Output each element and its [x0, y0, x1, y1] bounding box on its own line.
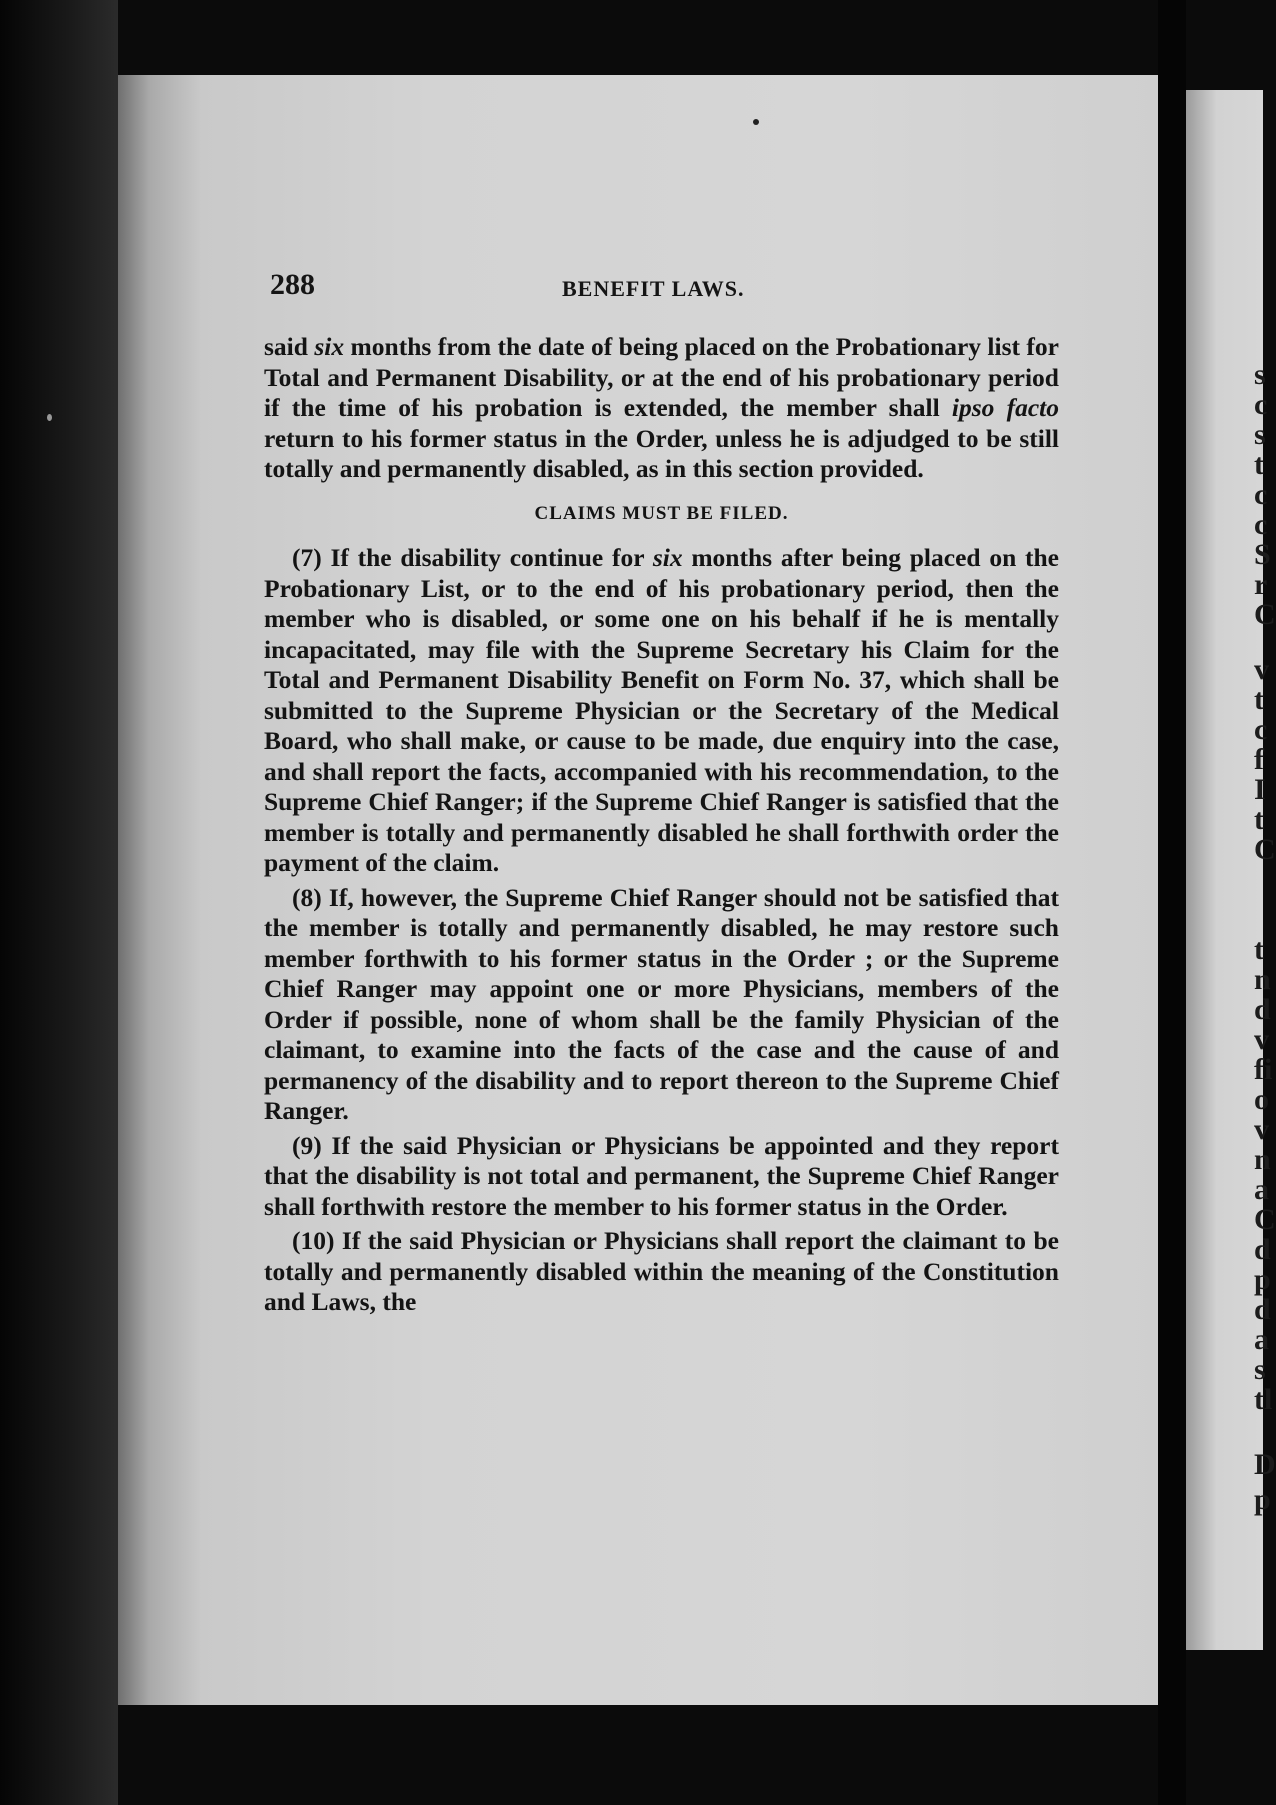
page-gutter [1158, 0, 1186, 1805]
paragraph-8: (8) If, however, the Supreme Chief Ranger should not be satisfied that the member is totally and permanently disabled, he may restore such member forthwith to his former status in the Order ; or the Supreme Chief Ranger may appoint one or more Physicians, members of the Order if possible, none of whom shall be the family Physician of the claimant, to examine into the facts of the case and the cause of and permanency of the disability and to report thereon to the Supreme Chief Ranger. [264, 882, 1059, 1125]
adjacent-page-fragment: t [1254, 683, 1264, 716]
dust-speck [47, 414, 52, 421]
adjacent-page-fragment: c [1254, 713, 1268, 746]
adjacent-page-fragment: d [1254, 1293, 1271, 1326]
adjacent-page-fragment: r [1254, 568, 1268, 601]
adjacent-page-fragment: d [1254, 993, 1271, 1026]
adjacent-page-fragment: C [1254, 1203, 1276, 1236]
adjacent-page-fragment: t [1254, 933, 1264, 966]
adjacent-page-fragment: c [1254, 388, 1268, 421]
adjacent-page-fragment: C [1254, 598, 1276, 631]
page-header [270, 268, 1060, 308]
adjacent-page-fragment: d [1254, 1233, 1271, 1266]
adjacent-page-fragment: n [1254, 1143, 1271, 1176]
adjacent-page-fragment: t [1254, 803, 1264, 836]
adjacent-page-fragment: p [1254, 1483, 1271, 1516]
paragraph-10: (10) If the said Physician or Physicians shall report the claimant to be totally and permanently disabled within the meaning of the Constitution and Laws, the [264, 1226, 1059, 1316]
adjacent-page-fragment: s [1254, 418, 1266, 451]
paragraph-7 [264, 543, 1059, 879]
adjacent-page-fragment: f [1254, 743, 1264, 776]
adjacent-page-fragment: v [1254, 1113, 1269, 1146]
continued-paragraph [264, 332, 1059, 485]
adjacent-page-fragment: c [1254, 478, 1268, 511]
paragraph-9: (9) If the said Physician or Physicians be appointed and they report that the disability is not total and permanent, the Supreme Chief Ranger shall forthwith restore the member to his former status in the Order. [264, 1130, 1059, 1221]
dust-speck [753, 119, 759, 125]
adjacent-page-fragment: I [1254, 773, 1266, 806]
adjacent-page-fragment: fi [1254, 1053, 1273, 1086]
adjacent-page-fragment: v [1254, 653, 1269, 686]
adjacent-page-edge [1186, 90, 1276, 1650]
book-binding-shadow [0, 0, 118, 1805]
adjacent-page-fragment: o [1254, 1083, 1269, 1116]
text-run: return to his former status in the Order, unless he is adjudged to be still totally and permanently disabled, as in this section provided. [264, 423, 1059, 483]
italic-run: six [652, 543, 683, 572]
adjacent-page-fragment: C [1254, 833, 1276, 866]
text-run: said [264, 332, 315, 361]
section-subheading: CLAIMS MUST BE FILED. [534, 502, 789, 524]
adjacent-page-fragment: n [1254, 963, 1271, 996]
adjacent-page-fragment: a [1254, 1323, 1269, 1356]
adjacent-page-fragment: a [1254, 1173, 1269, 1206]
adjacent-page-fragment: D [1254, 1448, 1276, 1481]
page-number: 288 [270, 268, 315, 301]
text-run: (7) If the disability continue for [292, 543, 653, 572]
text-run: months from the date of being placed on the Probationary list for Total and Permanent Disability, or at the end of his probationary period if the time of his probation is extended, the member shall [264, 332, 1059, 422]
adjacent-page-fragment: t [1254, 448, 1264, 481]
adjacent-page-fragment: S [1254, 538, 1271, 571]
adjacent-page-fragment: c [1254, 508, 1268, 541]
adjacent-page-fragment: s [1254, 1353, 1266, 1386]
italic-run: six [314, 332, 345, 361]
running-head: BENEFIT LAWS. [562, 276, 745, 301]
adjacent-page-fragment: p [1254, 1263, 1271, 1296]
adjacent-page-fragment: tl [1254, 1383, 1273, 1416]
adjacent-page-fragment: s [1254, 358, 1266, 391]
body-text [264, 332, 1059, 1318]
adjacent-page-fragment: v [1254, 1023, 1269, 1056]
italic-run: ipso facto [951, 393, 1059, 422]
text-run: months after being placed on the Probationary List, or to the end of his probationary period, then the member who is disabled, or some one on his behalf if he is mentally incapacitated, may file with the Supreme Secretary his Claim for the Total and Permanent Disability Benefit on Form No. 37, which shall be submitted to the Supreme Physician or the Secretary of the Medical Board, who shall make, or cause to be made, due enquiry into the case, and shall report the facts, accompanied with his recommendation, to the Supreme Chief Ranger; if the Supreme Chief Ranger is satisfied that the member is totally and permanently disabled he shall forthwith order the payment of the claim. [264, 543, 1059, 877]
